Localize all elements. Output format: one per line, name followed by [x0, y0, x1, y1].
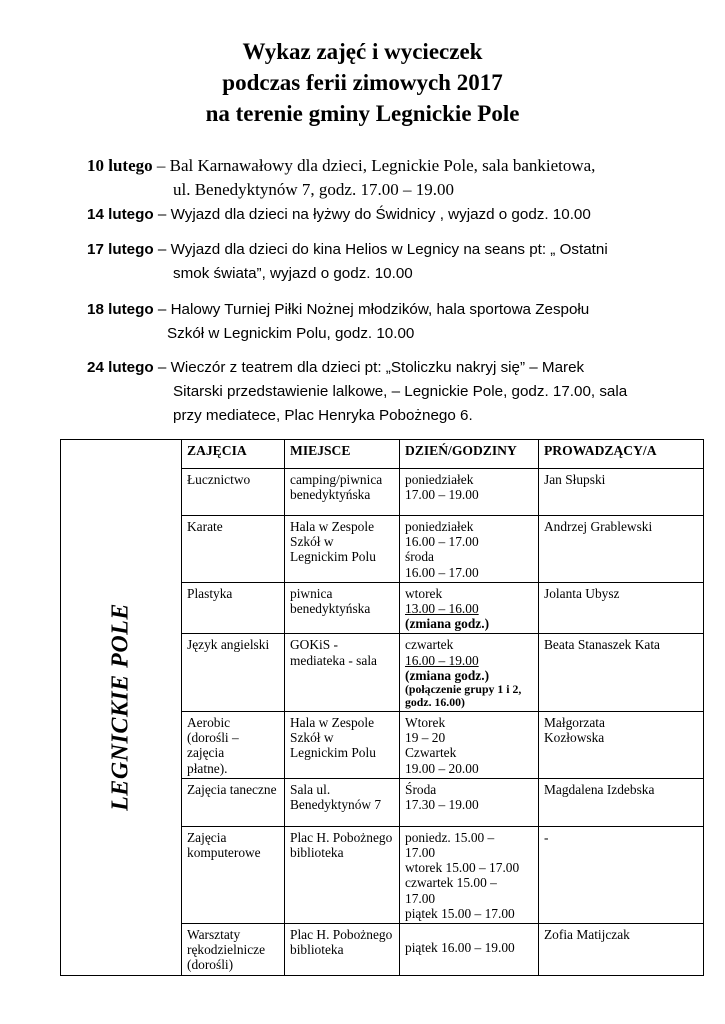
activity-cell: [182, 712, 285, 779]
leader-line: Magdalena Izdebska: [544, 781, 655, 797]
place-line: benedyktyńska: [290, 487, 371, 503]
time-line: piątek 15.00 – 17.00: [405, 905, 515, 921]
column-header: ZAJĘCIA: [182, 440, 285, 469]
activity-line: Warsztaty: [187, 927, 241, 943]
event-text: Wieczór z teatrem dla dzieci pt: „Stoliczku nakryj się” – Marek: [170, 359, 585, 376]
place-cell: [285, 778, 400, 826]
time-cell: [400, 582, 539, 634]
place-line: Hala w Zespole: [290, 715, 375, 731]
event-text: Wyjazd dla dzieci na łyżwy do Świdnicy , wyjazd o godz. 10.00: [170, 206, 591, 223]
time-cell: [400, 516, 539, 583]
event-date: 24 lutego: [87, 359, 154, 376]
time-line: poniedziałek: [405, 519, 474, 534]
time-line: 16.00 – 17.00: [405, 534, 479, 550]
document-title: [0, 36, 725, 129]
event-date: 10 lutego: [87, 156, 153, 175]
event-text-cont: Szkół w Legnickim Polu, godz. 10.00: [167, 325, 415, 342]
location-label: LEGNICKIE POLE: [107, 603, 134, 812]
activity-line: Plastyka: [187, 585, 233, 601]
event-text-cont: ul. Benedyktynów 7, godz. 17.00 – 19.00: [173, 180, 454, 199]
event-date: 18 lutego: [87, 301, 154, 318]
leader-cell: [539, 634, 704, 712]
place-cell: [285, 516, 400, 583]
event-date: 14 lutego: [87, 206, 154, 223]
time-line: poniedz. 15.00 –: [405, 829, 495, 845]
place-line: biblioteka: [290, 845, 344, 861]
activity-cell: [182, 469, 285, 516]
place-line: Legnickim Polu: [290, 549, 376, 565]
event-separator: –: [153, 241, 171, 258]
leader-cell: [539, 826, 704, 923]
time-line: (zmiana godz.): [405, 667, 490, 683]
event-separator: –: [153, 359, 171, 376]
leader-line: Beata Stanaszek Kata: [544, 637, 660, 653]
activity-line: komputerowe: [187, 845, 261, 861]
location-side-cell: [61, 440, 182, 976]
time-line: (połączenie grupy 1 i 2,: [405, 682, 522, 697]
time-line: 17.00: [405, 845, 436, 861]
title-line-1: Wykaz zajęć i wycieczek: [242, 39, 483, 64]
place-cell: [285, 826, 400, 923]
activity-line: Łucznictwo: [187, 472, 251, 487]
time-cell: [400, 826, 539, 923]
leader-cell: [539, 516, 704, 583]
leader-line: Andrzej Grablewski: [544, 519, 653, 534]
table-header-row: [61, 440, 704, 469]
activity-cell: [182, 924, 285, 976]
leader-line: Zofia Matijczak: [544, 927, 630, 943]
activity-cell: [182, 778, 285, 826]
time-line: Czwartek: [405, 745, 457, 761]
activity-cell: [182, 826, 285, 923]
time-line: 17.30 – 19.00: [405, 797, 479, 813]
time-line: (zmiana godz.): [405, 616, 490, 632]
leader-line: Jolanta Ubysz: [544, 585, 620, 601]
event-text-cont: przy mediatece, Plac Henryka Pobożnego 6.: [173, 407, 473, 424]
time-line: 17.00 – 19.00: [405, 487, 479, 503]
activity-line: (dorośli – zajęcia: [187, 730, 239, 761]
event-text: Wyjazd dla dzieci do kina Helios w Legnicy na seans pt: „ Ostatni: [170, 241, 608, 258]
time-line: 16.00 – 19.00: [405, 652, 479, 668]
activity-cell: [182, 582, 285, 634]
time-line: Wtorek: [405, 715, 446, 731]
time-line: piątek 16.00 – 19.00: [405, 940, 515, 956]
leader-cell: [539, 582, 704, 634]
place-line: Szkół w: [290, 730, 334, 746]
schedule-table: [60, 439, 704, 976]
event-item: [87, 298, 697, 346]
place-cell: [285, 712, 400, 779]
event-item: [87, 356, 697, 428]
title-line-3: na terenie gminy Legnickie Pole: [205, 101, 520, 126]
place-line: biblioteka: [290, 942, 344, 958]
time-line: [405, 927, 533, 940]
column-header: DZIEŃ/GODZINY: [400, 440, 539, 469]
activity-line: Aerobic: [187, 715, 231, 731]
leader-cell: [539, 924, 704, 976]
activity-line: Karate: [187, 519, 223, 534]
time-line: poniedziałek: [405, 472, 474, 487]
title-line-2: podczas ferii zimowych 2017: [222, 70, 503, 95]
leader-cell: [539, 712, 704, 779]
leader-line: Jan Słupski: [544, 472, 606, 487]
time-line: 16.00 – 17.00: [405, 564, 479, 580]
time-cell: [400, 469, 539, 516]
place-cell: [285, 469, 400, 516]
time-cell: [400, 712, 539, 779]
event-text: Bal Karnawałowy dla dzieci, Legnickie Pole, sala bankietowa,: [169, 156, 596, 175]
event-separator: –: [153, 206, 171, 223]
time-line: środa: [405, 549, 435, 565]
time-line: czwartek 15.00 –: [405, 875, 497, 891]
event-item: [87, 204, 697, 226]
activity-line: płatne).: [187, 760, 228, 776]
activity-line: Zajęcia: [187, 829, 227, 845]
time-line: czwartek: [405, 637, 454, 653]
event-item: [87, 154, 697, 202]
leader-line: Kozłowska: [544, 730, 605, 746]
time-line: 19 – 20: [405, 730, 446, 746]
place-line: Plac H. Pobożnego: [290, 927, 393, 943]
event-separator: –: [153, 301, 171, 318]
place-line: mediateka - sala: [290, 652, 377, 668]
column-header: PROWADZĄCY/A: [539, 440, 704, 469]
place-line: Sala ul.: [290, 781, 331, 797]
activity-line: (dorośli): [187, 957, 234, 973]
leader-line: Małgorzata: [544, 715, 605, 731]
leader-cell: [539, 469, 704, 516]
time-line: 13.00 – 16.00: [405, 601, 479, 617]
place-line: GOKiS -: [290, 637, 338, 653]
place-line: benedyktyńska: [290, 601, 371, 617]
leader-cell: [539, 778, 704, 826]
place-cell: [285, 634, 400, 712]
place-cell: [285, 582, 400, 634]
time-line: wtorek: [405, 585, 443, 601]
place-line: Benedyktynów 7: [290, 797, 382, 813]
activity-line: Język angielski: [187, 637, 270, 653]
event-separator: –: [152, 156, 170, 175]
column-header: MIEJSCE: [285, 440, 400, 469]
event-text: Halowy Turniej Piłki Nożnej młodzików, hala sportowa Zespołu: [170, 301, 590, 318]
time-line: Środa: [405, 781, 437, 797]
place-line: Hala w Zespole: [290, 519, 375, 534]
place-line: Legnickim Polu: [290, 745, 376, 761]
place-line: piwnica: [290, 585, 333, 601]
time-line: godz. 16.00): [405, 695, 465, 710]
place-cell: [285, 924, 400, 976]
time-line: 17.00: [405, 890, 436, 906]
activity-line: Zajęcia taneczne: [187, 781, 277, 797]
time-cell: [400, 924, 539, 976]
activity-line: rękodzielnicze: [187, 942, 266, 958]
time-line: wtorek 15.00 – 17.00: [405, 860, 520, 876]
activity-cell: [182, 516, 285, 583]
event-text-cont: Sitarski przedstawienie lalkowe, – Legnickie Pole, godz. 17.00, sala: [173, 383, 628, 400]
place-line: camping/piwnica: [290, 472, 383, 487]
time-cell: [400, 778, 539, 826]
event-text-cont: smok świata”, wyjazd o godz. 10.00: [173, 265, 413, 282]
time-line: 19.00 – 20.00: [405, 760, 479, 776]
event-date: 17 lutego: [87, 241, 154, 258]
place-line: Plac H. Pobożnego: [290, 829, 393, 845]
event-item: [87, 238, 697, 286]
leader-line: -: [544, 829, 549, 845]
activity-cell: [182, 634, 285, 712]
place-line: Szkół w: [290, 534, 334, 550]
time-cell: [400, 634, 539, 712]
